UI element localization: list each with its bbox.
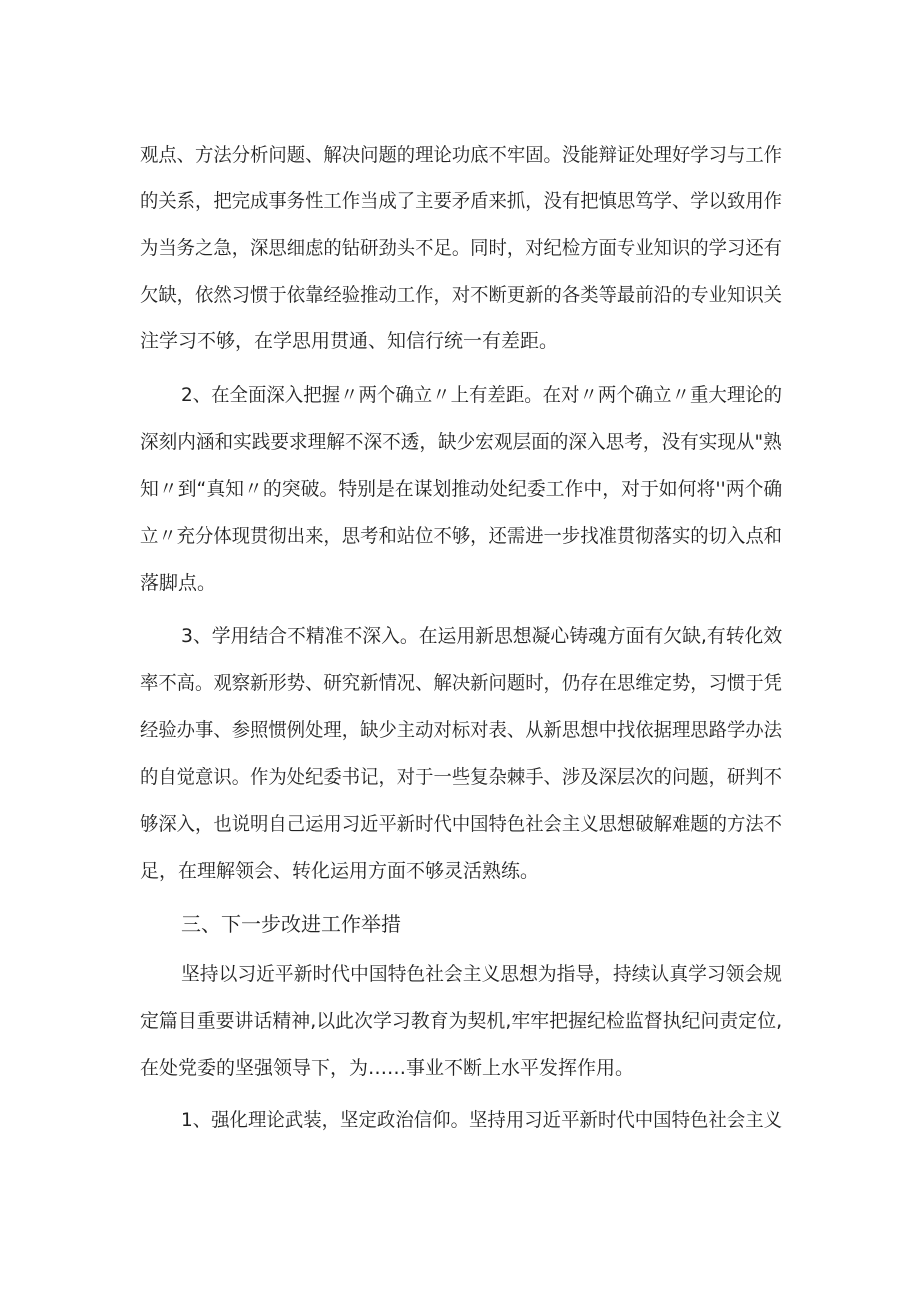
text-line: 1、强化理论武装，坚定政治信仰。坚持用习近平新时代中国特色社会主义: [181, 1109, 783, 1131]
text-line: 注学习不够，在学思用贯通、知信行统一有差距。: [140, 330, 559, 352]
text-line: 率不高。观察新形势、研究新情况、解决新问题时，仍存在思维定势，习惯于凭: [140, 672, 783, 694]
text-line: 深刻内涵和实践要求理解不深不透，缺少宏观层面的深入思考，没有实现从"熟: [140, 431, 782, 453]
text-line: 在处党委的坚强领导下，为……事业不断上水平发挥作用。: [140, 1057, 635, 1079]
text-line: 落脚点。: [140, 572, 217, 594]
text-line: 足，在理解领会、转化运用方面不够灵活熟练。: [140, 860, 540, 882]
text-line: 的关系，把完成事务性工作当成了主要矛盾来抓，没有把慎思笃学、学以致用作: [140, 190, 783, 212]
text-line: 坚持以习近平新时代中国特色社会主义思想为指导，持续认真学习领会规: [181, 963, 783, 985]
section-heading: 三、下一步改进工作举措: [181, 912, 401, 936]
text-line: 知〃到“真知〃的突破。特别是在谋划推动处纪委工作中，对于如何将''两个确: [140, 478, 783, 500]
text-line: 欠缺，依然习惯于依靠经验推动工作，对不断更新的各类等最前沿的专业知识关: [140, 284, 783, 306]
text-line: 观点、方法分析问题、解决问题的理论功底不牢固。没能辩证处理好学习与工作: [140, 144, 783, 166]
text-line: 够深入，也说明自己运用习近平新时代中国特色社会主义思想破解难题的方法不: [140, 813, 783, 835]
text-line: 定篇目重要讲话精神,以此次学习教育为契机,牢牢把握纪检监督执纪问责定位,: [140, 1010, 783, 1032]
text-line: 立〃充分体现贯彻出来，思考和站位不够，还需进一步找准贯彻落实的切入点和: [140, 525, 783, 547]
text-line: 为当务之急，深思细虑的钻研劲头不足。同时，对纪检方面专业知识的学习还有: [140, 237, 783, 259]
text-line: 2、在全面深入把握〃两个确立〃上有差距。在对〃两个确立〃重大理论的: [181, 384, 783, 406]
text-line: 3、学用结合不精准不深入。在运用新思想凝心铸魂方面有欠缺,有转化效: [181, 625, 783, 647]
text-line: 经验办事、参照惯例处理，缺少主动对标对表、从新思想中找依据理思路学办法: [140, 719, 783, 741]
text-line: 的自觉意识。作为处纪委书记，对于一些复杂棘手、涉及深层次的问题，研判不: [140, 766, 783, 788]
